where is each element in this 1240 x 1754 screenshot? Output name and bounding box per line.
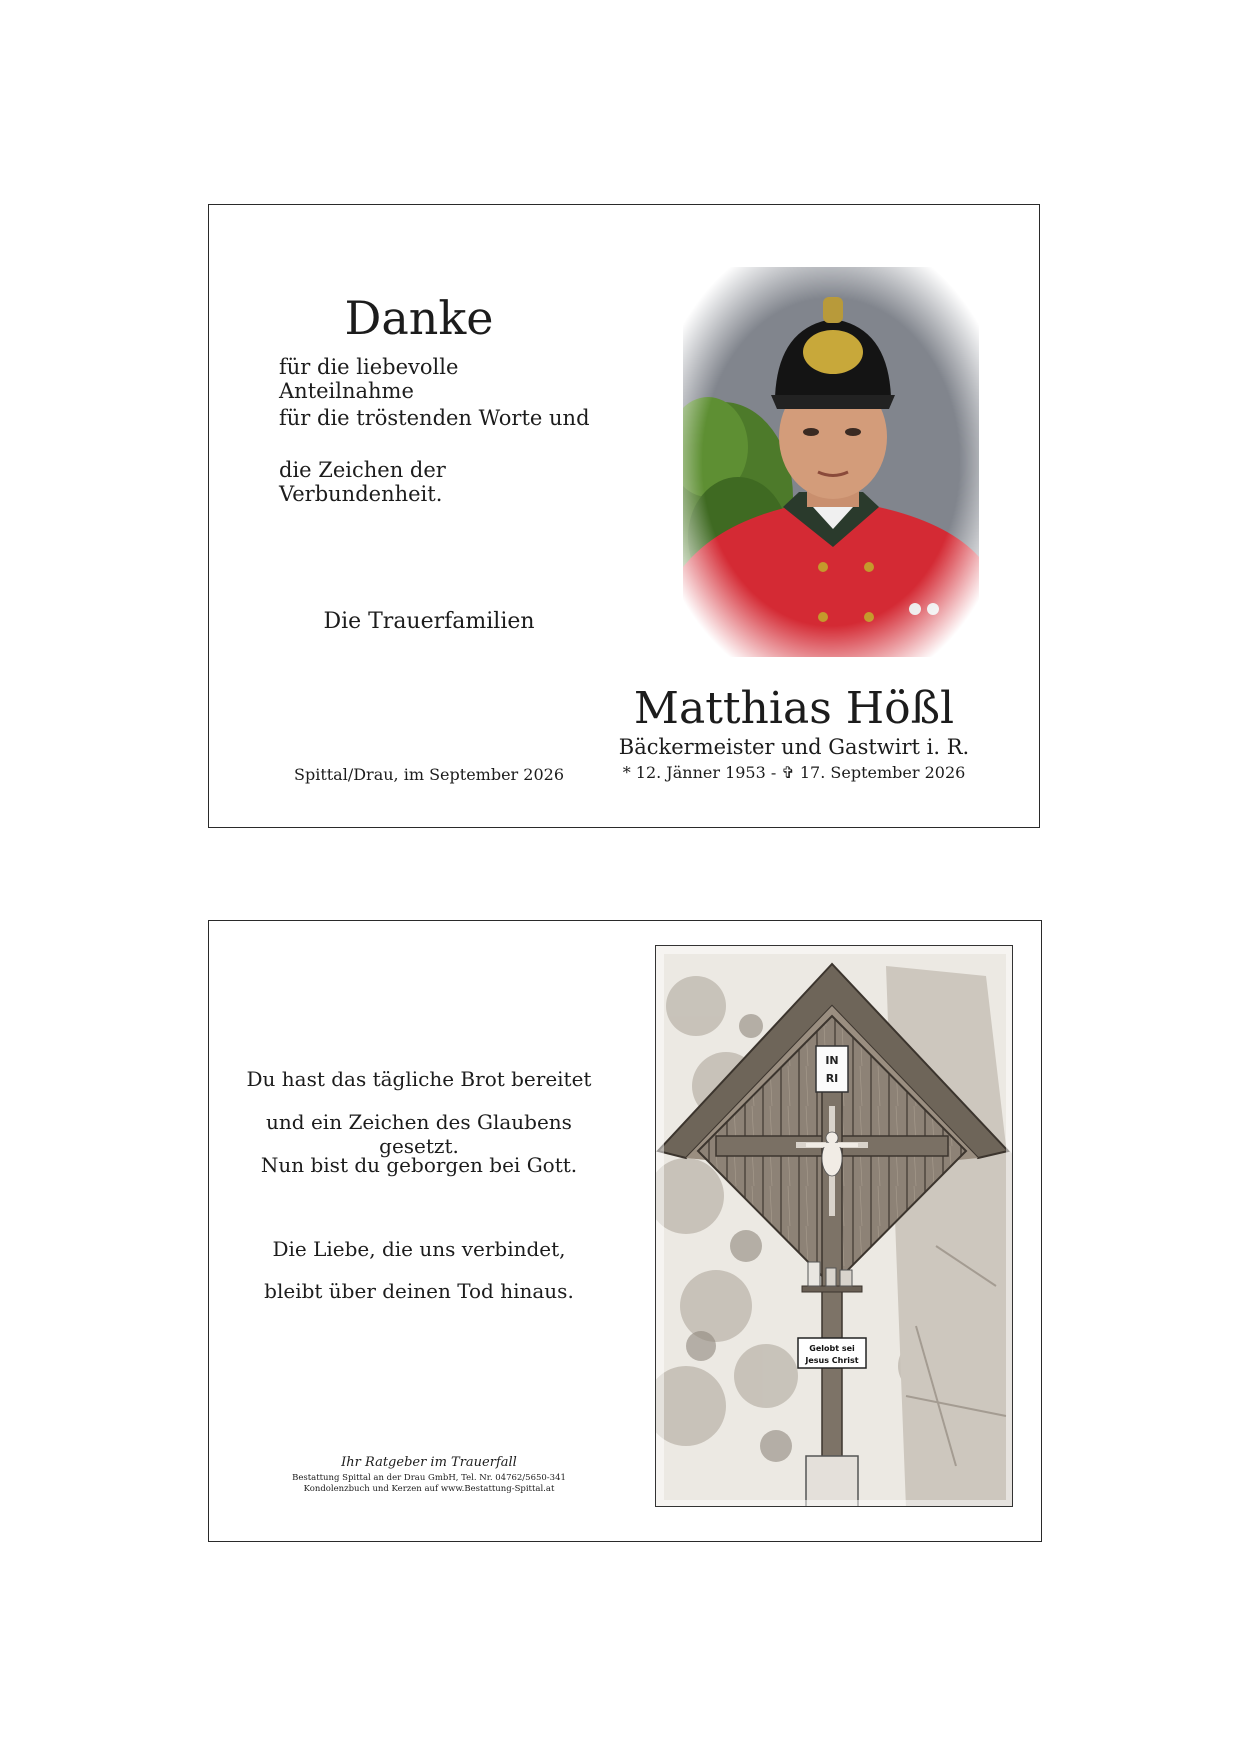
card-title: Danke <box>344 291 494 345</box>
funeral-home-website: Kondolenzbuch und Kerzen auf www.Bestattung-Spittal.at <box>303 1484 555 1494</box>
thanks-line: die Zeichen der Verbundenheit. <box>279 458 446 506</box>
verse-line: und ein Zeichen des Glaubens gesetzt. <box>266 1110 572 1158</box>
verse-line: Die Liebe, die uns verbindet, <box>272 1237 566 1261</box>
wayside-cross-image <box>656 946 1013 1507</box>
memorial-verse-card <box>208 920 1042 1542</box>
family-signature: Die Trauerfamilien <box>323 609 535 634</box>
deceased-occupation: Bäckermeister und Gastwirt i. R. <box>618 735 970 759</box>
verse-line: Nun bist du geborgen bei Gott. <box>260 1153 578 1177</box>
wayside-cross-picture <box>655 945 1013 1507</box>
funeral-home-slogan: Ihr Ratgeber im Trauerfall <box>341 1455 517 1470</box>
thank-you-card <box>208 204 1040 828</box>
plaque-text-2: Jesus Christ <box>805 1356 859 1365</box>
verse-line: bleibt über deinen Tod hinaus. <box>264 1279 574 1303</box>
funeral-home-contact: Bestattung Spittal an der Drau GmbH, Tel. Nr. 04762/5650-341 <box>292 1473 566 1483</box>
life-dates: * 12. Jänner 1953 - ✞ 17. September 2026 <box>622 763 966 782</box>
plaque-text-1: Gelobt sei <box>809 1344 855 1353</box>
portrait-image <box>683 267 979 657</box>
deceased-name: Matthias Hößl <box>633 683 955 734</box>
thanks-line: für die tröstenden Worte und <box>279 406 590 430</box>
inri-text-1: IN <box>825 1054 839 1067</box>
inri-text-2: RI <box>825 1072 839 1085</box>
portrait-photo <box>683 267 979 657</box>
verse-line: Du hast das tägliche Brot bereitet <box>246 1067 592 1091</box>
thanks-line: für die liebevolle Anteilnahme <box>279 355 459 403</box>
place-date: Spittal/Drau, im September 2026 <box>294 765 564 784</box>
